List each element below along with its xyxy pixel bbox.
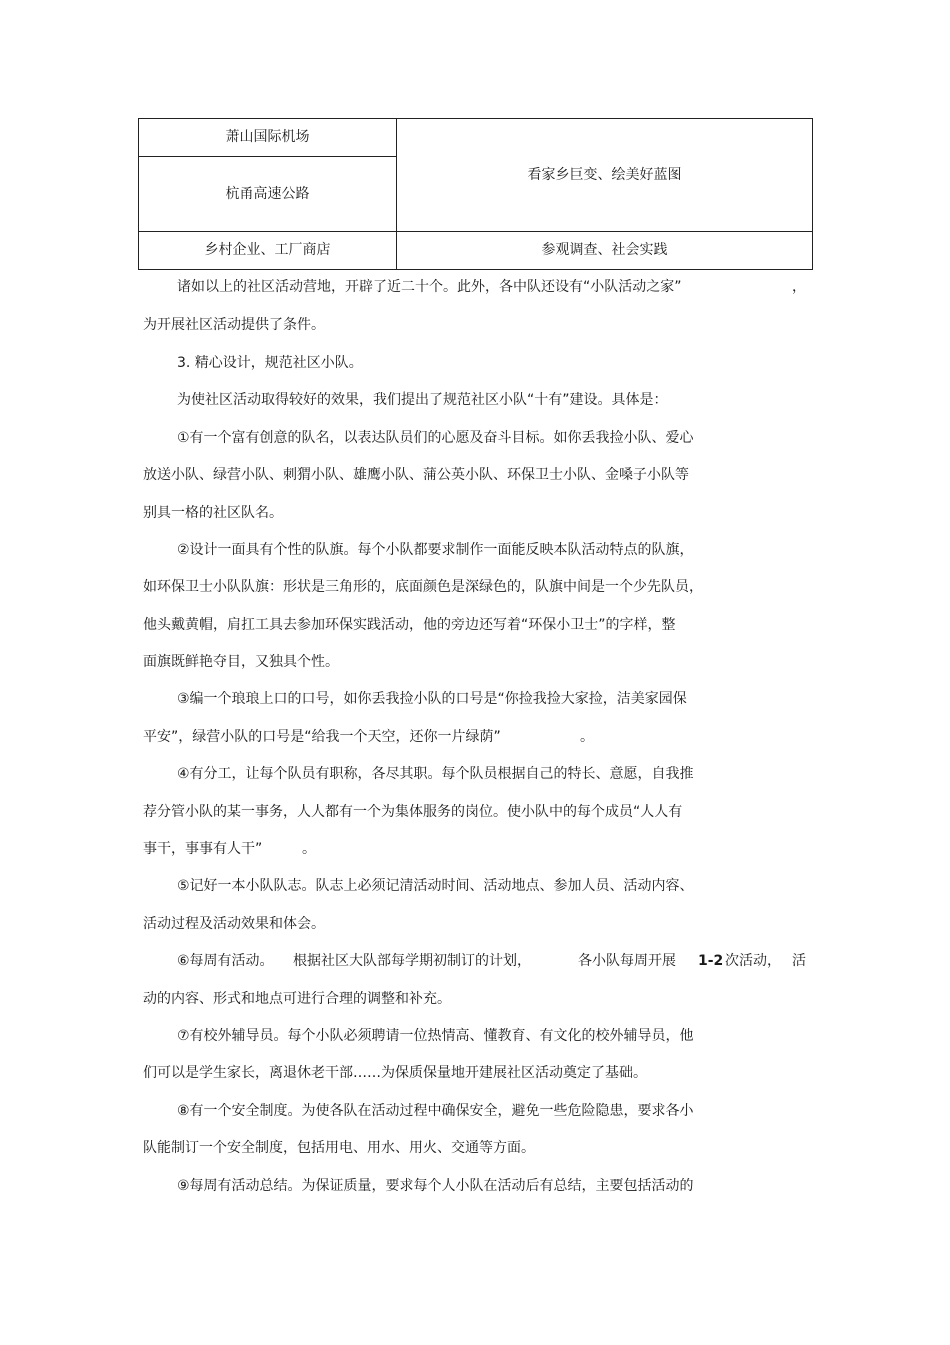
paragraph-punctuation: ， [792,279,806,295]
paragraph-line: 诸如以上的社区活动营地，开辟了近二十个。此外，各中队还设有“小队活动之家” [177,279,682,295]
paragraph-punctuation: 。 [302,841,316,857]
table-row [139,232,813,270]
list-item-segment: 各小队每周开展 [578,953,676,969]
list-item-line: ⑨每周有活动总结。为保证质量，要求每个人小队在活动后有总结，主要包括活动的 [177,1178,694,1194]
list-item-segment: 活 [792,953,806,969]
list-item-line: 事干，事事有人干” [143,841,263,857]
list-item-line: 荐分管小队的某一事务，人人都有一个为集体服务的岗位。使小队中的每个成员“人人有 [143,804,683,820]
activity-table [138,118,813,270]
list-item-line: 活动过程及活动效果和体会。 [143,916,325,932]
table-cell: 参观调查、社会实践 [397,232,813,270]
paragraph-punctuation: 。 [580,729,594,745]
list-item-line: 如环保卫士小队队旗：形状是三角形的，底面颜色是深绿色的，队旗中间是一个少先队员， [143,579,703,595]
list-item-line: 别具一格的社区队名。 [143,505,283,521]
paragraph-line: 为开展社区活动提供了条件。 [143,317,325,333]
list-item-line: ⑤记好一本小队队志。队志上必须记清活动时间、活动地点、参加人员、活动内容、 [177,878,694,894]
table-cell: 萧山国际机场 [139,119,397,157]
list-item-line: ②设计一面具有个性的队旗。每个小队都要求制作一面能反映本队活动特点的队旗， [177,542,694,558]
list-item-line: 们可以是学生家长，离退休老干部……为保质保量地开建展社区活动奠定了基础。 [143,1065,647,1081]
table-row [139,119,813,157]
list-item-line: 面旗既鲜艳夺目，又独具个性。 [143,654,339,670]
section-heading: 3. 精心设计，规范社区小队。 [177,355,363,371]
list-item-line: 平安”，绿营小队的口号是“给我一个天空，还你一片绿荫” [143,729,501,745]
list-item-line: 队能制订一个安全制度，包括用电、用水、用火、交通等方面。 [143,1140,535,1156]
list-item-segment: 1-2 [698,953,724,969]
table-cell: 乡村企业、工厂商店 [139,232,397,270]
list-item-line: 他头戴黄帽，肩扛工具去参加环保实践活动，他的旁边还写着“环保小卫士”的字样，整 [143,617,676,633]
paragraph-line: 为使社区活动取得较好的效果，我们提出了规范社区小队“十有”建设。具体是： [177,392,668,408]
list-item-segment: 次活动， [725,953,781,969]
list-item-line: ⑧有一个安全制度。为使各队在活动过程中确保安全，避免一些危险隐患，要求各小 [177,1103,694,1119]
table-cell: 杭甬高速公路 [139,157,397,232]
list-item-segment: ⑥每周有活动。 [177,953,274,969]
list-item-line: 动的内容、形式和地点可进行合理的调整和补充。 [143,991,451,1007]
list-item-line: ④有分工，让每个队员有职称，各尽其职。每个队员根据自己的特长、意愿，自我推 [177,766,694,782]
list-item-line: ①有一个富有创意的队名，以表达队员们的心愿及奋斗目标。如你丢我捡小队、爱心 [177,430,694,446]
table-cell: 看家乡巨变、绘美好蓝图 [397,119,813,232]
list-item-line: ⑦有校外辅导员。每个小队必须聘请一位热情高、懂教育、有文化的校外辅导员，他 [177,1028,694,1044]
list-item-line: 放送小队、绿营小队、刺猬小队、雄鹰小队、蒲公英小队、环保卫士小队、金嗓子小队等 [143,467,689,483]
list-item-segment: 根据社区大队部每学期初制订的计划， [293,953,531,969]
list-item-line: ③编一个琅琅上口的口号，如你丢我捡小队的口号是“你捡我捡大家捡，洁美家园保 [177,691,687,707]
